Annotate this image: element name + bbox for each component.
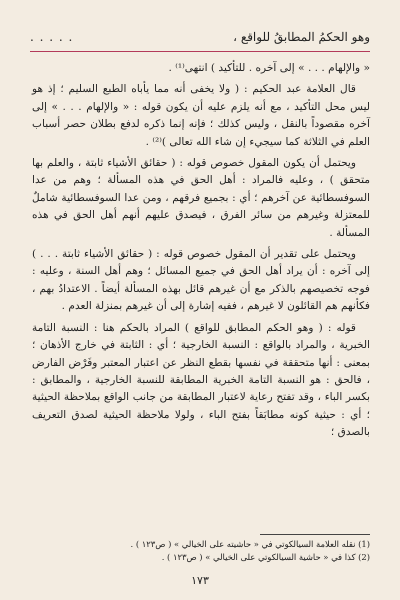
paragraph-5: قوله : ( وهو الحكم المطابق للواقع ) المراد بالحكم هنا : النسبة التامة الخبرية ، والمراد بالواقع : النسبة الخارجية ؛ أي : الثابتة في خارج الأذهان ؛ بمعنى : أنها متحققة في نفسها بقطع النظر عن اعتبار المعتبر وفَرْض الفارض ، فالحق : هو النسبة التامة الخبرية المطابقة للنسبة الخارجية ، والمطابق : بكسر الباء ، وقد تفتح رعاية لاعتبار المطابقة من جانب الواقع بملاحظة الحيثية ؛ أي : حيثية كونه مطابَقاً بفتح الباء ، ولولا ملاحظة الحيثية لصدق التعريف بالصدق ؛ [32, 321, 370, 439]
paragraph-4: ويحتمل على تقدير أن المقول خصوص قوله : ( حقائق الأشياء ثابتة . . . ) إلى آخره : أن يراد أهل الحق في جميع المسائل ؛ وهم أهل السنة ، وعليه : فوجه تخصيصهم بالذكر مع أن غيرهم قائل بهذه المسألة أيضاً . الاعتدادُ بهم ، فكأنهم هم القائلون لا غيرهم ، ففيه إشارة إلى أن غيرهم بمنزلة العدم . [32, 248, 370, 313]
header-dots: . . . . . [30, 30, 74, 44]
paragraph-3: ويحتمل أن يكون المقول خصوص قوله : ( حقائق الأشياء ثابتة ، والعلم بها متحقق ) ، وعليه فالمراد : أهل الحق في هذه المسألة ؛ وهم من عدا السوفسطائية عن آخرهم ؛ أي : بجميع فرقهم ، ومن عدا السوفسطائية شاملٌ للمعتزلة وغيرهم من سائر الفرق ، فيصدق عليهم أنهم أهل الحق في هذه المسألة . [32, 157, 370, 239]
paragraph-1: « والإلهام . . . » إلى آخره . للتأكيد ) انتهى⁽¹⁾ . [168, 62, 370, 74]
main-text [32, 60, 370, 446]
paragraph-2: قال العلامة عبد الحكيم : ( ولا يخفى أنه مما يأباه الطبع السليم ؛ إذ هو ليس محل التأكيد ، مع أنه يلزم عليه أن يكون قوله : « والإلهام . . . » إلى آخره مقصوداً بالنقل ، وليس كذلك ؛ فإنه إنما ذكره لدفع بطلان حصر أسباب العلم في الثلاثة كما سيجيء إن شاء الله تعالى )⁽²⁾ . [32, 83, 370, 148]
page-header [30, 26, 370, 48]
header-rule [30, 51, 370, 52]
footnote-2: (2) كذا في « حاشية السيالكوتي على الخيالي » ( ص١٢٣ ) . [161, 552, 370, 562]
running-title: وهو الحكمُ المطابقُ للواقع ، [233, 30, 370, 44]
footnotes [32, 538, 370, 564]
page-number: ١٧٣ [191, 574, 209, 587]
footnote-rule [260, 534, 370, 535]
footnote-1: (1) نقله العلامة السيالكوتي في « حاشيته على الخيالي » ( ص١٢٣ ) . [130, 539, 370, 549]
